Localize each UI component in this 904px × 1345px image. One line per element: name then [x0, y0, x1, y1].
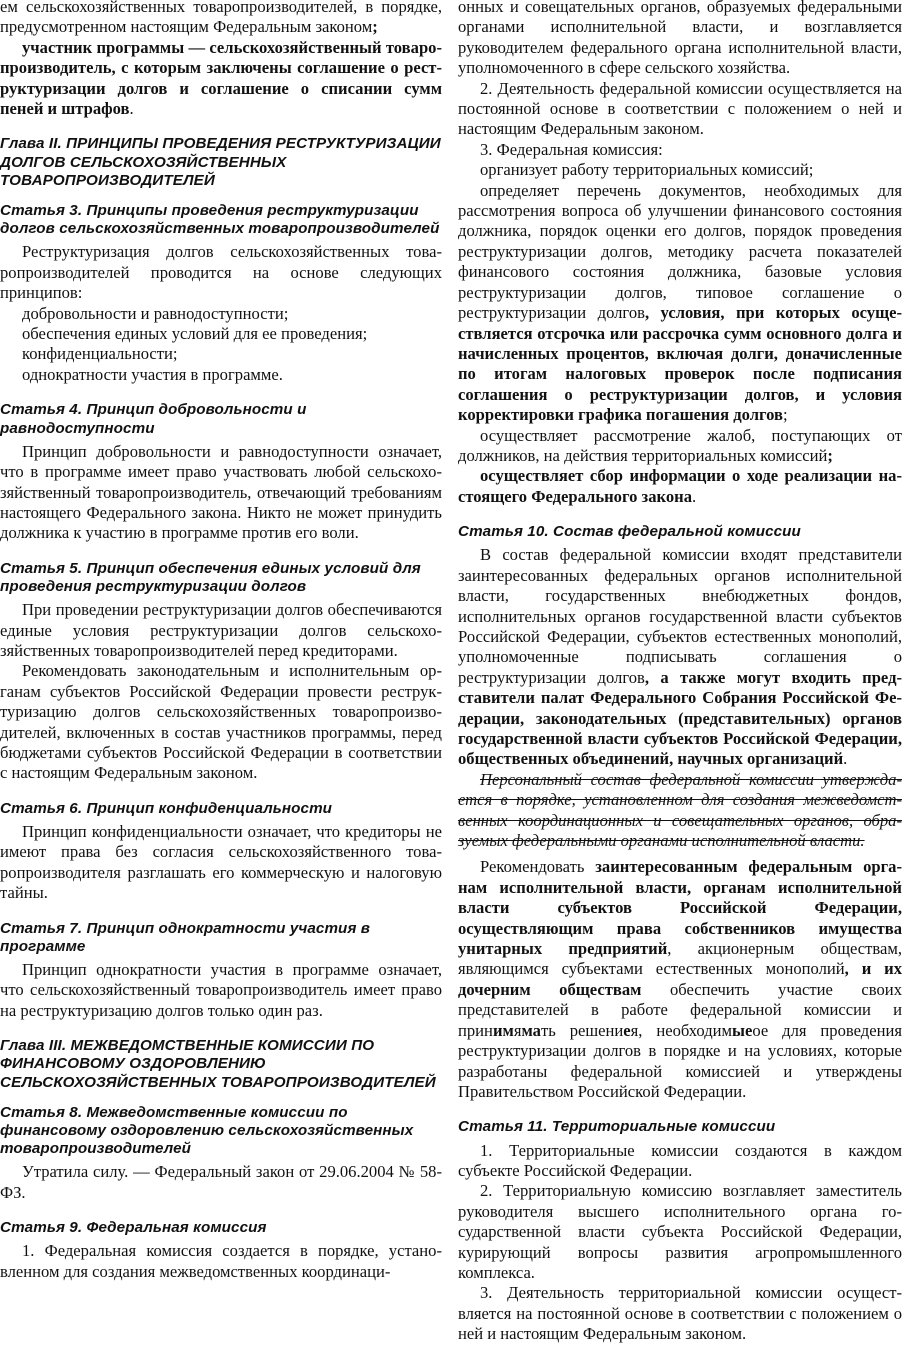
- text-run: , акционерным обществам, являющимся субъектами естественных монополий: [458, 939, 902, 979]
- paragraph: [0, 1162, 442, 1203]
- text-run: однократности участия в программе.: [22, 364, 283, 384]
- text-run: я, необходим: [630, 1020, 733, 1040]
- text-run: Принцип конфиденциальности означает, что кредиторы не имеют права без согласия сельскохозяйственного товаропроизводителя разглашать его коммерческую и налоговую тайны.: [0, 822, 442, 903]
- text-run: обеспечить участие своих представителей в работе федеральной комиссии и прин: [458, 979, 902, 1040]
- text-run: Реструктуризация долгов сельскохозяйственных товаропроизводителей проводится на основе следующих принципов:: [0, 242, 442, 303]
- paragraph: [0, 1241, 442, 1282]
- bold-text-run: заинтересованным федеральным органам исполнительной власти, органам исполнительной власти субъектов Российской Федерации, осуществляющим права собственников имущества унитарных предприятий: [458, 857, 902, 959]
- paragraph: [458, 770, 902, 852]
- paragraph: [458, 857, 902, 1102]
- text-run: 3. Федеральная комиссия:: [480, 139, 663, 159]
- text-run: .: [843, 749, 848, 769]
- bold-text-run: ;: [827, 445, 833, 465]
- paragraph: [458, 545, 902, 769]
- text-run: я: [513, 1020, 522, 1040]
- text-run: 2. Территориальную комиссию возглавляет заместитель руководителя высшего исполнительного органа государственной власти субъекта Российской Федерации, курирующий вопросы развития агропромышленного комплекса.: [458, 1181, 902, 1282]
- text-run: 3. Деятельность территориальной комиссии осуществляется на постоянной основе в соответствии с положением о ней и настоящим Федеральным законом.: [458, 1283, 902, 1344]
- paragraph: [0, 442, 442, 544]
- paragraph: [0, 822, 442, 904]
- paragraph: [0, 600, 442, 661]
- bold-text-run: им: [492, 1020, 514, 1040]
- paragraph: [0, 38, 442, 120]
- article-heading: Статья 3. Принципы проведения реструктуризации долгов сельскохозяйственных товаропроизводителей: [0, 202, 440, 238]
- text-run: При проведении реструктуризации долгов обеспечиваются единые условия реструктуризации долгов сельскохозяйственных товаропроизводителей перед кредиторами.: [0, 600, 442, 660]
- text-run: ;: [783, 405, 788, 425]
- paragraph: [0, 960, 442, 1021]
- paragraph: [0, 344, 442, 364]
- text-run: конфиденциальности;: [22, 344, 178, 364]
- paragraph: [458, 1141, 902, 1182]
- paragraph: [458, 426, 902, 467]
- text-run: Рекомендовать законодательным и исполнительным органам субъектов Российской Федерации провести реструктуризацию долгов сельскохозяйственных товаропроизводителей, включенных в состав участников программы, перед бюджетами субъектов Российской Федерации в соответствии с настоящим Федеральным законом.: [0, 661, 442, 783]
- text-run: определяет перечень документов, необходимых для рассмотрения вопроса об улучшении финансового состояния должника, порядок оценки его долгов, порядок проведения реструктуризации долгов, методику расчета показателей финансового состояния должника, базовые условия реструктуризации долгов, типовое соглашение о реструктуризации долгов: [458, 180, 902, 323]
- paragraph: [0, 365, 442, 385]
- article-heading: Статья 8. Межведомственные комиссии по финансовому оздоровлению сельскохозяйственных товаропроизводителей: [0, 1103, 414, 1158]
- bold-text-run: ;: [372, 17, 378, 37]
- article-heading: Статья 9. Федеральная комиссия: [0, 1219, 267, 1237]
- article-heading: Статья 4. Принцип добровольности и равнодоступности: [0, 401, 307, 437]
- bold-text-run: , и их дочерним обществам: [458, 959, 902, 999]
- bold-text-run: участник программы — сельскохозяйственный товаропроизводитель, с которым заключены соглашение о реструктуризации долгов и соглашение о списании сумм пеней и штрафов: [0, 37, 442, 119]
- struck-text-run: Персональный состав федеральной комиссии утверждается в порядке, установленном для создания межведомственных координационных и совещательных органов, образуемых федеральными органами исполнительной власти.: [458, 769, 902, 851]
- paragraph: [0, 661, 442, 783]
- text-run: 1. Территориальные комиссии создаются в каждом субъекте Российской Федерации.: [458, 1140, 902, 1180]
- paragraph: [458, 79, 902, 140]
- article-heading: Статья 5. Принцип обеспечения единых условий для проведения реструктуризации долгов: [0, 559, 421, 595]
- paragraph: [458, 1283, 902, 1344]
- text-run: организует работу территориальных комиссий;: [480, 160, 814, 180]
- text-run: .: [692, 486, 697, 506]
- chapter-heading: Глава II. ПРИНЦИПЫ ПРОВЕДЕНИЯ РЕСТРУКТУРИЗАЦИИ ДОЛГОВ СЕЛЬСКОХОЗЯЙСТВЕННЫХ ТОВАРОПРОИЗВОДИТЕЛЕЙ: [0, 135, 441, 189]
- text-run: В состав федеральной комиссии входят представители заинтересованных федеральных органов исполнительной власти, государственных внебюджетных фондов, исполнительных органов государственной власти субъектов Российской Федерации, субъектов естественных монополий, уполномоченные подписывать соглашения о реструктуризации долгов: [458, 545, 902, 687]
- paragraph: [458, 466, 902, 507]
- bold-text-run: ые: [732, 1020, 753, 1040]
- text-run: ть решени: [540, 1020, 624, 1040]
- text-run: 1. Федеральная комиссия создается в порядке, установленном для создания межведомственных координаци-: [0, 1241, 442, 1281]
- bold-text-run: осуществляет сбор информации о ходе реализации настоящего Федерального закона: [458, 466, 902, 506]
- paragraph: [0, 324, 442, 344]
- paragraph: [458, 140, 902, 160]
- paragraph: [458, 181, 902, 426]
- article-heading: Статья 10. Состав федеральной комиссии: [458, 523, 801, 541]
- text-run: ое для проведения реструктуризации долгов в порядке и на условиях, которые разработаны федеральной комиссией и утверждены Правительством Российской Федерации.: [458, 1020, 902, 1101]
- paragraph: [458, 1181, 902, 1283]
- bold-text-run: , а также могут входить представители палат Федерального Собрания Российской Федерации, законодательных (представительных) органов государственной власти субъектов Российской Федерации, общественных объединений, научных организаций: [458, 667, 902, 769]
- text-run: Рекомендовать: [480, 857, 596, 877]
- text-run: Принцип однократности участия в программе означает, что сельскохозяйственный товаропроизводитель имеет право на реструктуризацию долгов только один раз.: [0, 960, 442, 1020]
- text-run: ем сельскохозяйственных товаропроизводителей, в порядке, предусмотренном настоящим Федеральным законом: [0, 0, 442, 37]
- text-run: Утратила силу. — Федеральный закон от 29.06.2004 № 58-ФЗ.: [0, 1162, 442, 1202]
- text-run: .: [129, 99, 134, 119]
- chapter-heading: Глава III. МЕЖВЕДОМСТВЕННЫЕ КОМИССИИ ПО ФИНАНСОВОМУ ОЗДОРОВЛЕНИЮ СЕЛЬСКОХОЗЯЙСТВЕННЫХ ТОВАРОПРОИЗВОДИТЕЛЕЙ: [0, 1037, 436, 1091]
- text-run: осуществляет рассмотрение жалоб, поступающих от должников, на действия территориальных комиссий: [458, 425, 902, 465]
- right-column: [458, 0, 902, 1345]
- text-run: Принцип добровольности и равнодоступности означает, что в программе имеет право участвовать любой сельскохозяйственный товаропроизводитель, отвечающий требованиям настоящего Федерального закона. Никто не может принудить должника к участию в программе против его воли.: [0, 441, 442, 543]
- text-run: добровольности и равнодоступности;: [22, 303, 289, 323]
- text-run: 2. Деятельность федеральной комиссии осуществляется на постоянной основе в соответствии с положением о ней и настоящим Федеральным законом.: [458, 78, 902, 139]
- article-heading: Статья 7. Принцип однократности участия в программе: [0, 919, 371, 955]
- paragraph: [458, 160, 902, 180]
- left-column: [0, 0, 442, 1282]
- paragraph: [0, 242, 442, 303]
- paragraph: [0, 304, 442, 324]
- text-run: онных и совещательных органов, образуемых федеральными органами исполнительной власти, и возглавляется руководителем федерального органа исполнительной власти, уполномоченного в сфере сельского хозяйства.: [458, 0, 902, 78]
- paragraph: [458, 0, 902, 79]
- bold-text-run: , условия, при которых осуществляется отсрочка или рассрочка сумм основного долга и начисленных процентов, включая долги, доначисленные по итогам налоговых проверок после подписания соглашения о реструктуризации долгов, и условия корректировки графика погашения долгов: [458, 303, 902, 425]
- bold-text-run: е: [623, 1020, 631, 1040]
- paragraph: [0, 0, 442, 38]
- article-heading: Статья 6. Принцип конфиденциальности: [0, 799, 333, 817]
- bold-text-run: ма: [521, 1020, 541, 1040]
- text-run: обеспечения единых условий для ее проведения;: [22, 324, 368, 344]
- article-heading: Статья 11. Территориальные комиссии: [458, 1118, 776, 1136]
